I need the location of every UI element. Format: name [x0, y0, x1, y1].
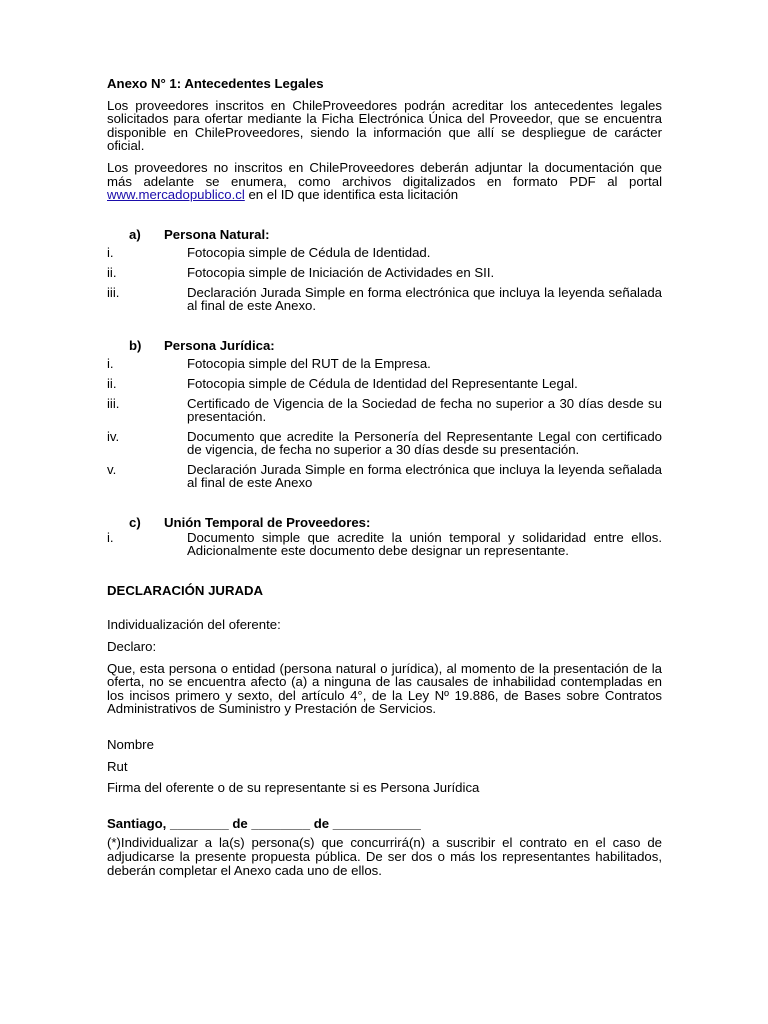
list-item [107, 430, 662, 457]
list-item [107, 463, 662, 490]
section-a-list [107, 246, 662, 312]
annex-title: Anexo N° 1: Antecedentes Legales [107, 76, 324, 91]
list-item-number: i. [107, 356, 114, 372]
list-item [107, 377, 662, 391]
declaration-title: DECLARACIÓN JURADA [107, 582, 264, 598]
section-b-list [107, 357, 662, 490]
list-item-text: Documento que acredite la Personería del Representante Legal con certificado de vigencia, de fecha no superior a 30 días desde su presentación. [187, 428, 662, 458]
list-item-number: v. [107, 461, 117, 477]
declaro-label: Declaro: [107, 639, 157, 655]
mercadopublico-link[interactable]: www.mercadopublico.cl [107, 187, 245, 203]
list-item [107, 246, 662, 260]
intro-paragraph-2-tail: en el ID que identifica esta licitación [244, 187, 459, 203]
intro-paragraph-2-text: Los proveedores no inscritos en ChileProveedores deberán adjuntar la documentación que más adelante se enumera, como archivos digitalizados en formato PDF al portal [107, 159, 662, 189]
list-item-text: Declaración Jurada Simple en forma electrónica que incluya la leyenda señalada al final de este Anexo [187, 461, 662, 491]
section-c-title: Unión Temporal de Proveedores: [164, 515, 371, 531]
intro-paragraph-2 [107, 161, 662, 202]
list-item-text: Fotocopia simple de Cédula de Identidad. [187, 245, 431, 261]
individualization-label: Individualización del oferente: [107, 617, 281, 633]
field-rut: Rut [107, 758, 128, 774]
section-a-heading [107, 228, 662, 242]
declaration-text: Que, esta persona o entidad (persona natural o jurídica), al momento de la presentación de la oferta, no se encuentra afecto (a) a ninguna de las causales de inhabilidad contempladas en los incisos primero y sexto, del artículo 4°, de la Ley Nº 19.886, de Bases sobre Contratos Administrativos de Suministro y Prestación de Servicios. [107, 660, 662, 717]
list-item-text: Declaración Jurada Simple en forma electrónica que incluya la leyenda señalada al final de este Anexo. [187, 284, 662, 314]
document-page [107, 77, 662, 877]
list-item [107, 266, 662, 280]
field-nombre: Nombre [107, 737, 154, 752]
list-item-number: i. [107, 529, 114, 545]
section-c-heading [107, 516, 662, 530]
section-a-letter: a) [129, 226, 141, 242]
list-item-text: Fotocopia simple del RUT de la Empresa. [187, 356, 431, 372]
list-item-text: Documento simple que acredite la unión temporal y solidaridad entre ellos. Adicionalmente este documento debe designar un representante. [187, 529, 662, 559]
list-item-number: iii. [107, 395, 120, 411]
list-item-text: Fotocopia simple de Iniciación de Actividades en SII. [187, 264, 495, 280]
list-item [107, 357, 662, 371]
list-item-number: iii. [107, 284, 120, 300]
list-item-number: iv. [107, 428, 120, 444]
list-item-number: ii. [107, 375, 117, 391]
list-item [107, 286, 662, 313]
list-item [107, 531, 662, 558]
field-firma: Firma del oferente o de su representante si es Persona Jurídica [107, 780, 480, 796]
section-c-list [107, 531, 662, 558]
section-b-title: Persona Jurídica: [164, 337, 275, 353]
section-c-letter: c) [129, 515, 141, 531]
list-item-text: Certificado de Vigencia de la Sociedad de fecha no superior a 30 días desde su presentación. [187, 395, 662, 425]
footnote: (*)Individualizar a la(s) persona(s) que concurrirá(n) a suscribir el contrato en el caso de adjudicarse la presente propuesta pública. De ser dos o más los representantes habilitados, deberán completar el Anexo cada uno de ellos. [107, 835, 662, 878]
section-a-title: Persona Natural: [164, 226, 270, 242]
list-item-number: ii. [107, 264, 117, 280]
list-item-text: Fotocopia simple de Cédula de Identidad del Representante Legal. [187, 375, 578, 391]
intro-paragraph-1: Los proveedores inscritos en ChileProveedores podrán acreditar los antecedentes legales solicitados para ofertar mediante la Ficha Electrónica Única del Proveedor, que se encuentra disponible en ChileProveedores, siendo la información que allí se despliegue de carácter oficial. [107, 97, 662, 154]
section-b-letter: b) [129, 337, 142, 353]
list-item [107, 397, 662, 424]
section-b-heading [107, 339, 662, 353]
santiago-date-line: Santiago, ________ de ________ de ____________ [107, 815, 421, 831]
list-item-number: i. [107, 245, 114, 261]
